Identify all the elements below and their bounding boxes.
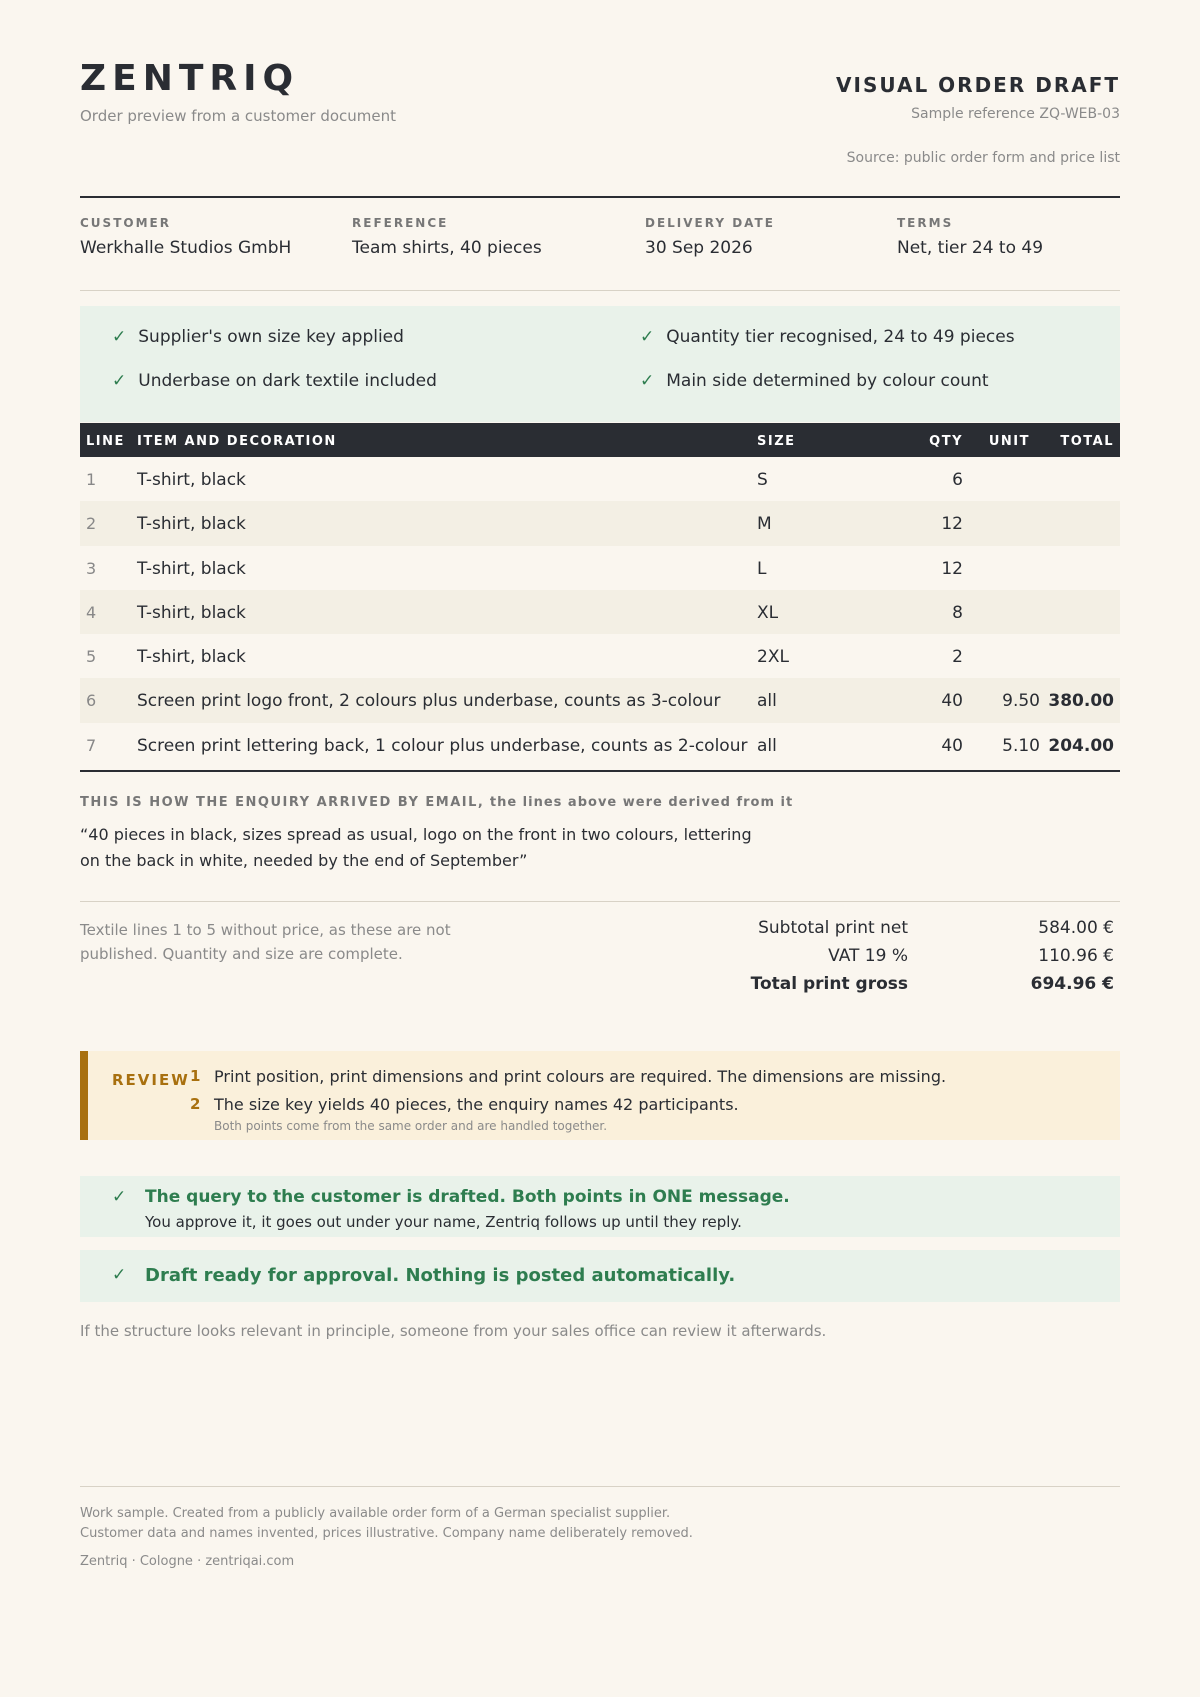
meta-label: CUSTOMER: [80, 216, 171, 230]
check-item: ✓ Underbase on dark textile included: [112, 371, 437, 391]
col-unit: UNIT: [988, 434, 1030, 449]
meta-reference: [352, 216, 542, 258]
meta-value: Werkhalle Studios GmbH: [80, 238, 292, 258]
query-drafted-notice: [80, 1176, 1120, 1237]
check-icon: ✓: [112, 1265, 127, 1285]
review-box: [80, 1051, 1120, 1140]
table-row: 4 T-shirt, black XL 8: [80, 590, 1120, 634]
check-icon: ✓: [112, 371, 127, 391]
footer-disclaimer: Customer data and names invented, prices illustrative. Company name deliberately removed.: [80, 1526, 693, 1541]
header-divider: [80, 196, 1120, 198]
order-lines-table: [80, 423, 1120, 767]
check-icon: ✓: [112, 1187, 127, 1207]
meta-value: Net, tier 24 to 49: [897, 238, 1044, 258]
sample-reference: Sample reference ZQ-WEB-03: [911, 106, 1120, 122]
total-gross-row: Total print gross 694.96 €: [750, 974, 1114, 994]
order-draft-page: [80, 0, 1120, 1697]
meta-customer: [80, 216, 291, 258]
table-row: 7 Screen print lettering back, 1 colour plus underbase, counts as 2-colour all 40 5.10 204.00: [86, 735, 1114, 756]
meta-delivery-date: [645, 216, 775, 258]
brand-logo: ZENTRIQ: [80, 58, 300, 99]
meta-label: TERMS: [897, 216, 954, 230]
meta-terms: [897, 216, 1043, 258]
check-item: ✓ Main side determined by colour count: [640, 371, 989, 391]
draft-ready-text: Draft ready for approval. Nothing is posted automatically.: [145, 1265, 736, 1286]
table-row: 6 Screen print logo front, 2 colours plus underbase, counts as 3-colour all 40 9.50 380.00: [80, 678, 1120, 722]
table-row: 2 T-shirt, black M 12: [80, 501, 1120, 545]
meta-label: DELIVERY DATE: [645, 216, 775, 230]
enquiry-label: THIS IS HOW THE ENQUIRY ARRIVED BY EMAIL, the lines above were derived from it: [80, 795, 794, 810]
review-number: 2: [190, 1095, 201, 1113]
draft-ready-notice: [80, 1250, 1120, 1302]
subtotal-row: Subtotal print net 584.00 €: [758, 918, 1114, 938]
meta-value: 30 Sep 2026: [645, 238, 753, 258]
meta-value: Team shirts, 40 pieces: [352, 238, 542, 258]
col-line: LINE: [86, 434, 125, 449]
meta-divider: [80, 290, 1120, 291]
col-qty: QTY: [929, 434, 963, 449]
table-row: 3 T-shirt, black L 12: [86, 558, 963, 579]
footer-divider: [80, 1486, 1120, 1487]
col-size: SIZE: [757, 434, 796, 449]
footer-disclaimer: Work sample. Created from a publicly available order form of a German specialist supplier.: [80, 1506, 671, 1521]
footer-company: Zentriq · Cologne · zentriqai.com: [80, 1554, 295, 1569]
query-subtitle: You approve it, it goes out under your name, Zentriq follows up until they reply.: [145, 1213, 742, 1231]
meta-label: REFERENCE: [352, 216, 449, 230]
check-icon: ✓: [112, 327, 127, 347]
table-row: 1 T-shirt, black S 6: [86, 470, 963, 490]
textile-price-note: Textile lines 1 to 5 without price, as these are not published. Quantity and size are complete.: [80, 921, 451, 963]
closing-note: If the structure looks relevant in principle, someone from your sales office can review it afterwards.: [80, 1322, 827, 1340]
table-row: 5 T-shirt, black 2XL 2: [86, 647, 963, 668]
review-number: 1: [190, 1067, 201, 1085]
table-header: [80, 423, 1120, 457]
check-icon: ✓: [640, 327, 655, 347]
source-note: Source: public order form and price list: [846, 150, 1120, 166]
document-title: VISUAL ORDER DRAFT: [836, 73, 1120, 97]
col-total: TOTAL: [1060, 434, 1114, 449]
review-point: The size key yields 40 pieces, the enquiry names 42 participants.: [214, 1095, 739, 1114]
validation-checks: [80, 306, 1120, 422]
table-bottom-rule: [80, 770, 1120, 772]
vat-row: VAT 19 % 110.96 €: [828, 946, 1114, 966]
check-item: ✓ Quantity tier recognised, 24 to 49 pieces: [640, 327, 1015, 347]
check-item: ✓ Supplier's own size key applied: [112, 327, 404, 347]
review-footnote: Both points come from the same order and are handled together.: [214, 1119, 608, 1133]
totals-divider: [80, 901, 1120, 902]
check-icon: ✓: [640, 371, 655, 391]
review-tag: REVIEW: [112, 1071, 190, 1089]
review-point: Print position, print dimensions and print colours are required. The dimensions are missing.: [214, 1067, 947, 1086]
brand-subtitle: Order preview from a customer document: [80, 107, 397, 125]
col-item: ITEM AND DECORATION: [137, 434, 337, 449]
enquiry-quote: “40 pieces in black, sizes spread as usual, logo on the front in two colours, lettering on the back in white, needed by the end of September”: [80, 825, 752, 870]
query-title: The query to the customer is drafted. Both points in ONE message.: [145, 1187, 790, 1207]
